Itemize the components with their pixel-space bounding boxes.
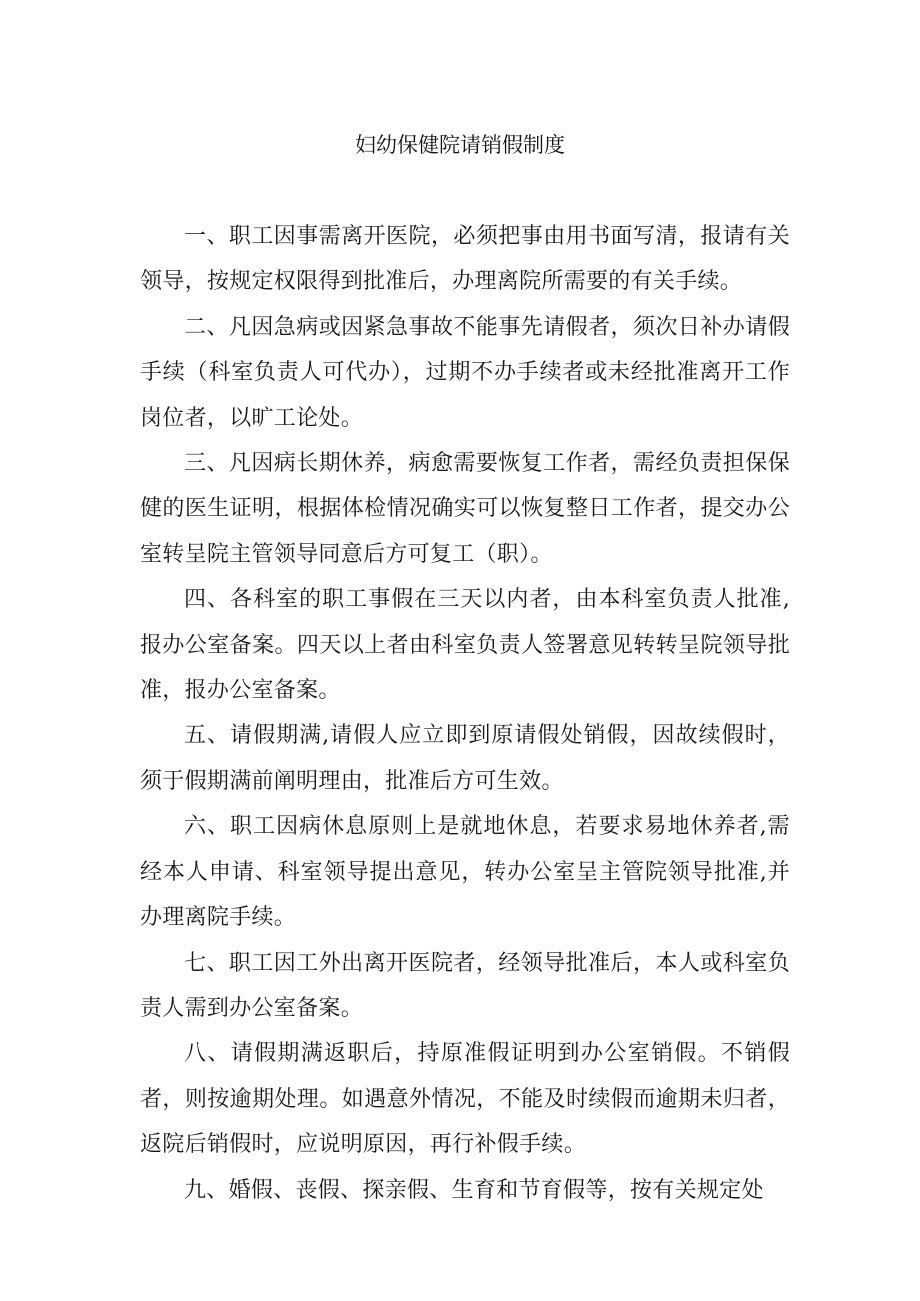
paragraph-2: 二、凡因急病或因紧急事故不能事先请假者，须次日补办请假手续（科室负责人可代办），过期不办手续者或未经批准离开工作岗位者，以旷工论处。	[140, 314, 790, 431]
paragraph-1: 一、职工因事需离开医院，必须把事由用书面写清，报请有关领导，按规定权限得到批准后，办理离院所需要的有关手续。	[140, 224, 790, 295]
paragraph-7: 七、职工因工外出离开医院者，经领导批准后，本人或科室负责人需到办公室备案。	[140, 950, 790, 1021]
paragraph-3: 三、凡因病长期休养，病愈需要恢复工作者，需经负责担保保健的医生证明，根据体检情况确实可以恢复整日工作者，提交办公室转呈院主管领导同意后方可复工（职）。	[140, 451, 790, 567]
paragraph-9: 九、婚假、丧假、探亲假、生育和节育假等，按有关规定处	[184, 1177, 764, 1203]
paragraph-8: 八、请假期满返职后，持原准假证明到办公室销假。不销假者，则按逾期处理。如遇意外情况，不能及时续假而逾期未归者，返院后销假时，应说明原因，再行补假手续。	[140, 1041, 790, 1158]
paragraph-4: 四、各科室的职工事假在三天以内者，由本科室负责人批准,报办公室备案。四天以上者由科室负责人签署意见转转呈院领导批准，报办公室备案。	[140, 587, 790, 704]
paragraph-5: 五、请假期满,请假人应立即到原请假处销假，因故续假时，须于假期满前阐明理由，批准后方可生效。	[140, 723, 790, 794]
paragraph-6: 六、职工因病休息原则上是就地休息，若要求易地休养者,需经本人申请、科室领导提出意见，转办公室呈主管院领导批准,并办理离院手续。	[140, 814, 790, 931]
document-title: 妇幼保健院请销假制度	[355, 133, 565, 157]
document-body	[140, 214, 790, 1213]
